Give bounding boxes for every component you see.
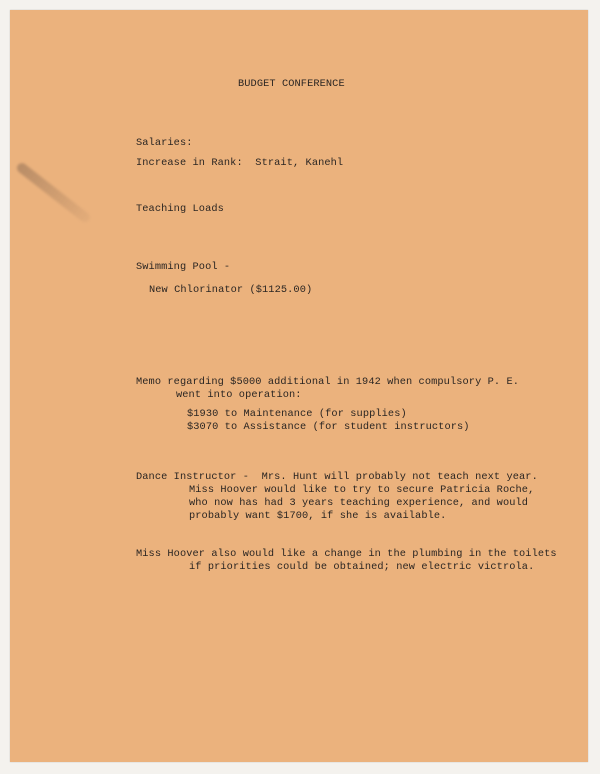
memo-item-maintenance: $1930 to Maintenance (for supplies) xyxy=(187,408,407,420)
teaching-loads-line: Teaching Loads xyxy=(136,203,224,215)
hoover-line-1: Miss Hoover also would like a change in the plumbing in the toilets xyxy=(136,548,557,560)
salaries-heading: Salaries: xyxy=(136,137,193,149)
memo-item-assistance: $3070 to Assistance (for student instructors) xyxy=(187,421,470,433)
dance-line-3: who now has had 3 years teaching experience, and would xyxy=(189,497,529,509)
chlorinator-line: New Chlorinator ($1125.00) xyxy=(149,284,313,296)
swimming-pool-heading: Swimming Pool - xyxy=(136,261,231,273)
hoover-line-2: if priorities could be obtained; new electric victrola. xyxy=(189,561,535,573)
dance-line-2: Miss Hoover would like to try to secure Patricia Roche, xyxy=(189,484,535,496)
smudge-mark xyxy=(15,161,92,224)
dance-line-1: Dance Instructor - Mrs. Hunt will probably not teach next year. xyxy=(136,471,538,483)
memo-line-1: Memo regarding $5000 additional in 1942 when compulsory P. E. xyxy=(136,376,520,388)
memo-line-2: went into operation: xyxy=(176,389,302,401)
document-page xyxy=(10,10,588,762)
document-title: BUDGET CONFERENCE xyxy=(238,78,345,90)
increase-in-rank-line: Increase in Rank: Strait, Kanehl xyxy=(136,157,344,169)
dance-line-4: probably want $1700, if she is available. xyxy=(189,510,447,522)
